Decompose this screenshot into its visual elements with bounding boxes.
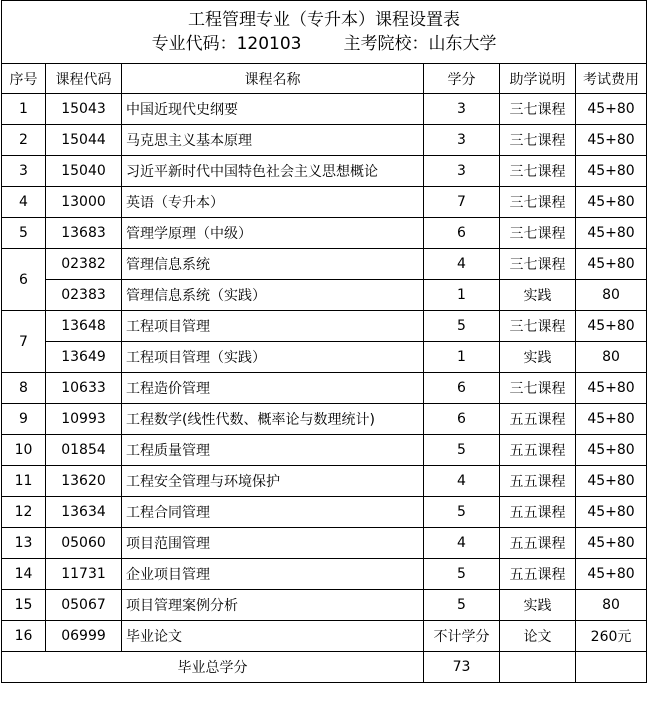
cell-name: 管理信息系统	[122, 249, 424, 280]
cell-code: 13634	[46, 497, 122, 528]
cell-note: 五五课程	[500, 528, 576, 559]
table-row	[2, 621, 647, 652]
cell-no: 1	[2, 94, 46, 125]
table-row	[2, 404, 647, 435]
cell-credit: 6	[424, 218, 500, 249]
header-credit: 学分	[424, 64, 500, 94]
cell-credit: 6	[424, 404, 500, 435]
cell-name: 管理信息系统（实践）	[122, 280, 424, 311]
cell-note: 三七课程	[500, 249, 576, 280]
cell-name: 管理学原理（中级）	[122, 218, 424, 249]
cell-code: 10993	[46, 404, 122, 435]
cell-no: 13	[2, 528, 46, 559]
cell-credit: 3	[424, 156, 500, 187]
cell-credit: 1	[424, 280, 500, 311]
cell-note: 实践	[500, 342, 576, 373]
cell-name: 工程合同管理	[122, 497, 424, 528]
cell-code: 10633	[46, 373, 122, 404]
table-row	[2, 590, 647, 621]
cell-fee: 45+80	[576, 94, 647, 125]
cell-fee: 45+80	[576, 373, 647, 404]
cell-note: 五五课程	[500, 466, 576, 497]
cell-name: 习近平新时代中国特色社会主义思想概论	[122, 156, 424, 187]
cell-name: 工程安全管理与环境保护	[122, 466, 424, 497]
cell-credit: 5	[424, 559, 500, 590]
cell-credit: 3	[424, 125, 500, 156]
cell-credit: 4	[424, 249, 500, 280]
cell-code: 15040	[46, 156, 122, 187]
cell-no: 14	[2, 559, 46, 590]
cell-credit: 4	[424, 466, 500, 497]
table-row	[2, 125, 647, 156]
cell-fee: 45+80	[576, 249, 647, 280]
cell-name: 工程数学(线性代数、概率论与数理统计)	[122, 404, 424, 435]
cell-no: 3	[2, 156, 46, 187]
cell-code: 11731	[46, 559, 122, 590]
cell-note: 三七课程	[500, 218, 576, 249]
table-row	[2, 528, 647, 559]
cell-credit: 7	[424, 187, 500, 218]
table-row	[2, 466, 647, 497]
examining-school: 主考院校：山东大学	[343, 34, 497, 54]
cell-fee: 80	[576, 280, 647, 311]
cell-code: 01854	[46, 435, 122, 466]
cell-fee: 45+80	[576, 528, 647, 559]
subtitle	[2, 32, 646, 56]
cell-fee: 45+80	[576, 218, 647, 249]
cell-code: 06999	[46, 621, 122, 652]
cell-fee: 45+80	[576, 497, 647, 528]
cell-code: 05067	[46, 590, 122, 621]
cell-note: 论文	[500, 621, 576, 652]
cell-name: 马克思主义基本原理	[122, 125, 424, 156]
table-row	[2, 187, 647, 218]
cell-note: 实践	[500, 590, 576, 621]
major-code: 专业代码：120103	[151, 34, 302, 54]
cell-no: 10	[2, 435, 46, 466]
cell-credit: 5	[424, 497, 500, 528]
table-row	[2, 218, 647, 249]
cell-code: 13649	[46, 342, 122, 373]
table-row	[2, 373, 647, 404]
cell-note: 五五课程	[500, 497, 576, 528]
cell-note: 三七课程	[500, 373, 576, 404]
total-empty-note	[500, 652, 576, 683]
cell-note: 实践	[500, 280, 576, 311]
header-row	[2, 64, 647, 94]
cell-name: 企业项目管理	[122, 559, 424, 590]
cell-note: 三七课程	[500, 187, 576, 218]
cell-code: 13620	[46, 466, 122, 497]
total-empty-fee	[576, 652, 647, 683]
header-code: 课程代码	[46, 64, 122, 94]
cell-name: 英语（专升本）	[122, 187, 424, 218]
cell-fee: 45+80	[576, 156, 647, 187]
table-row	[2, 249, 647, 280]
table-row	[2, 559, 647, 590]
cell-note: 三七课程	[500, 311, 576, 342]
cell-name: 工程质量管理	[122, 435, 424, 466]
total-row	[2, 652, 647, 683]
cell-code: 15044	[46, 125, 122, 156]
cell-credit: 不计学分	[424, 621, 500, 652]
total-credit: 73	[424, 652, 500, 683]
table-row	[2, 156, 647, 187]
header-name: 课程名称	[122, 64, 424, 94]
cell-code: 05060	[46, 528, 122, 559]
title-block	[2, 1, 647, 64]
table-row	[2, 435, 647, 466]
cell-no: 4	[2, 187, 46, 218]
cell-fee: 45+80	[576, 559, 647, 590]
table-row	[2, 280, 647, 311]
cell-name: 工程项目管理	[122, 311, 424, 342]
cell-fee: 45+80	[576, 311, 647, 342]
cell-fee: 45+80	[576, 187, 647, 218]
header-note: 助学说明	[500, 64, 576, 94]
cell-no: 7	[2, 311, 46, 373]
table-row	[2, 311, 647, 342]
cell-note: 三七课程	[500, 94, 576, 125]
cell-no: 9	[2, 404, 46, 435]
cell-credit: 5	[424, 590, 500, 621]
cell-credit: 5	[424, 435, 500, 466]
header-fee: 考试费用	[576, 64, 647, 94]
cell-name: 项目管理案例分析	[122, 590, 424, 621]
cell-credit: 5	[424, 311, 500, 342]
header-no: 序号	[2, 64, 46, 94]
cell-no: 2	[2, 125, 46, 156]
cell-code: 13683	[46, 218, 122, 249]
cell-name: 工程项目管理（实践）	[122, 342, 424, 373]
cell-credit: 1	[424, 342, 500, 373]
table-row	[2, 342, 647, 373]
cell-fee: 260元	[576, 621, 647, 652]
cell-no: 16	[2, 621, 46, 652]
cell-note: 三七课程	[500, 156, 576, 187]
cell-code: 02382	[46, 249, 122, 280]
cell-no: 8	[2, 373, 46, 404]
cell-fee: 45+80	[576, 404, 647, 435]
table-row	[2, 497, 647, 528]
cell-credit: 4	[424, 528, 500, 559]
cell-code: 15043	[46, 94, 122, 125]
cell-name: 工程造价管理	[122, 373, 424, 404]
cell-no: 12	[2, 497, 46, 528]
cell-name: 毕业论文	[122, 621, 424, 652]
cell-credit: 6	[424, 373, 500, 404]
cell-note: 五五课程	[500, 404, 576, 435]
table-row	[2, 94, 647, 125]
cell-note: 五五课程	[500, 559, 576, 590]
page-title: 工程管理专业（专升本）课程设置表	[188, 10, 461, 30]
cell-name: 中国近现代史纲要	[122, 94, 424, 125]
cell-fee: 80	[576, 590, 647, 621]
cell-fee: 45+80	[576, 125, 647, 156]
cell-name: 项目范围管理	[122, 528, 424, 559]
cell-fee: 45+80	[576, 466, 647, 497]
course-table	[1, 0, 647, 683]
cell-note: 五五课程	[500, 435, 576, 466]
cell-no: 15	[2, 590, 46, 621]
cell-no: 6	[2, 249, 46, 311]
cell-fee: 80	[576, 342, 647, 373]
total-label: 毕业总学分	[2, 652, 424, 683]
cell-note: 三七课程	[500, 125, 576, 156]
cell-code: 02383	[46, 280, 122, 311]
cell-credit: 3	[424, 94, 500, 125]
cell-fee: 45+80	[576, 435, 647, 466]
cell-code: 13000	[46, 187, 122, 218]
cell-code: 13648	[46, 311, 122, 342]
cell-no: 5	[2, 218, 46, 249]
cell-no: 11	[2, 466, 46, 497]
